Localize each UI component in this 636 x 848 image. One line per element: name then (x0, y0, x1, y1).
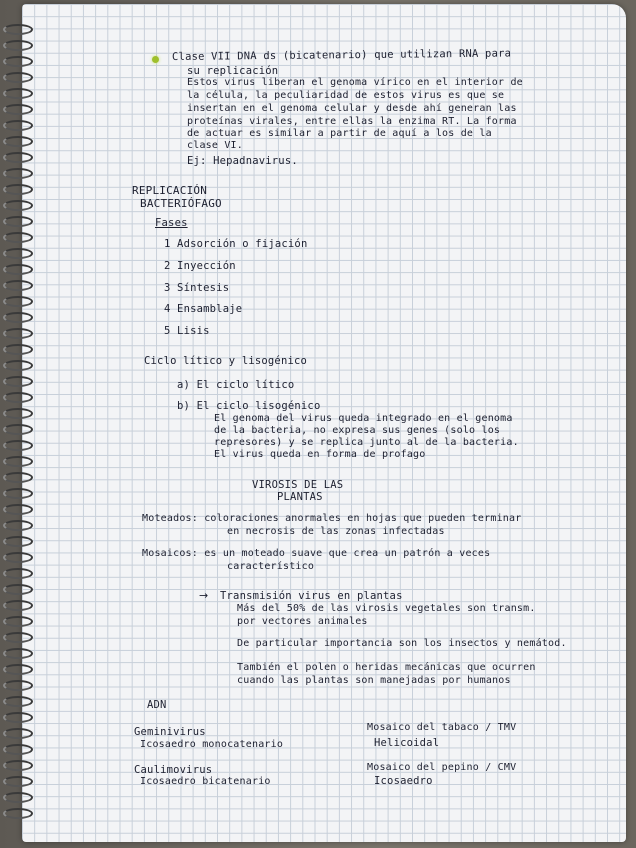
note-line: a) El ciclo lítico (177, 379, 295, 391)
virus-name: Caulimovirus (134, 764, 213, 776)
note-line: Ciclo lítico y lisogénico (144, 355, 308, 367)
list-item: 2 Inyección (164, 260, 236, 272)
virus-structure: Icosaedro monocatenario (140, 739, 284, 750)
virus-structure: Icosaedro bicatenario (140, 776, 271, 787)
note-line: en necrosis de las zonas infectadas (227, 526, 445, 537)
note-line: También el polen o heridas mecánicas que ocurren (237, 662, 536, 673)
note-line: clase VI. (187, 140, 243, 151)
note-line: De particular importancia son los insectos y nemátod. (237, 638, 567, 649)
arrow-right-icon: → (199, 589, 209, 602)
virus-structure: Icosaedro (374, 775, 433, 787)
note-line: b) El ciclo lisogénico (177, 400, 321, 412)
list-item: 3 Síntesis (164, 282, 230, 294)
note-line: Estos virus liberan el genoma vírico en el interior de (187, 77, 523, 88)
list-item: 1 Adsorción o fijación (164, 238, 308, 250)
section-heading: REPLICACIÓN (132, 184, 208, 197)
note-line: El genoma del virus queda integrado en el genoma (214, 413, 513, 424)
virus-name: Mosaico del tabaco / TMV (367, 722, 517, 733)
note-line: represores) y se replica junto al de la bacteria. (214, 437, 519, 448)
list-item: 5 Lisis (164, 325, 210, 337)
note-line: de la bacteria, no expresa sus genes (solo los (214, 425, 501, 436)
note-line: de actuar es similar a partir de aquí a los de la (187, 128, 492, 139)
virus-name: Geminivirus (134, 726, 206, 738)
note-line: Mosaicos: es un moteado suave que crea un patrón a veces (142, 548, 491, 559)
note-line: Ej: Hepadnavirus. (187, 155, 298, 167)
note-line: característico (227, 561, 315, 572)
note-line: por vectores animales (237, 616, 368, 627)
section-heading: BACTERIÓFAGO (140, 197, 222, 210)
note-line: su replicación (187, 65, 279, 77)
note-line: Clase VII DNA ds (bicatenario) que utilizan RNA para (171, 47, 512, 63)
spiral-binding (0, 0, 34, 848)
note-line: la célula, la peculiaridad de estos virus es que se (187, 90, 505, 101)
section-heading: ADN (147, 699, 167, 711)
notebook-page (22, 4, 626, 842)
note-line: Transmisión virus en plantas (220, 590, 403, 602)
subheading: Fases (155, 217, 188, 229)
virus-name: Mosaico del pepino / CMV (367, 762, 517, 773)
list-item: 4 Ensamblaje (164, 303, 243, 315)
virus-structure: Helicoidal (374, 737, 440, 749)
note-line: proteínas virales, entre ellas la enzima RT. La forma (187, 116, 517, 127)
note-line: Más del 50% de las virosis vegetales son transm. (237, 603, 536, 614)
note-line: insertan en el genoma celular y desde ahí generan las (187, 103, 517, 114)
note-line: El virus queda en forma de profago (214, 449, 426, 460)
highlighter-bullet-icon (152, 56, 159, 63)
section-heading: PLANTAS (277, 491, 323, 503)
note-line: Moteados: coloraciones anormales en hojas que pueden terminar (142, 513, 522, 524)
note-line: cuando las plantas son manejadas por humanos (237, 675, 511, 686)
section-heading: VIROSIS DE LAS (252, 479, 344, 491)
